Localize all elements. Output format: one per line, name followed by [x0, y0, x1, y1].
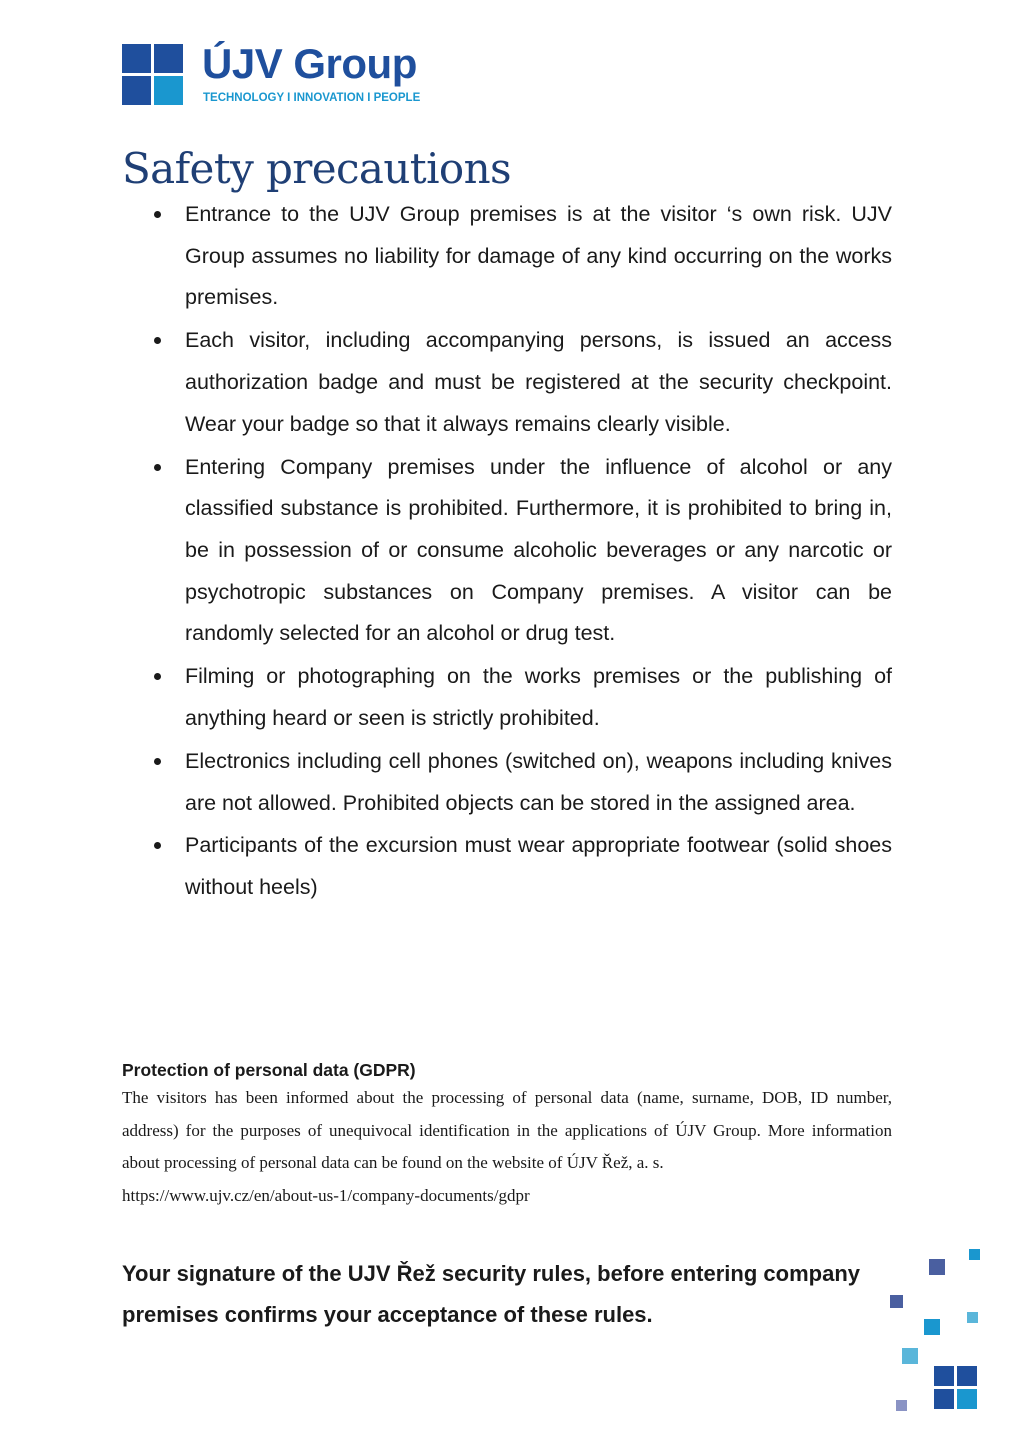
bullet-icon — [154, 758, 161, 765]
bullet-icon — [154, 464, 161, 471]
safety-rule — [154, 741, 892, 824]
gdpr-text: The visitors has been informed about the processing of personal data (name, surname, DOB, ID number, address) for the purposes of unequivocal identification in the applications of ÚJV Group. More information about processing of personal data can be found on the website of ÚJV Řež, a. s. — [122, 1088, 892, 1173]
decorative-squares-icon — [880, 1240, 990, 1420]
safety-rule-text: Electronics including cell phones (switched on), weapons including knives are not allowed. Prohibited objects can be stored in the assigned area. — [185, 748, 892, 815]
safety-rule-text: Entering Company premises under the influence of alcohol or any classified substance is prohibited. Furthermore, it is prohibited to bring in, be in possession of or consume alcoholic beverages or any narcotic or psychotropic substances on Company premises. A visitor can be randomly selected for an alcohol or drug test. — [185, 454, 892, 646]
bullet-icon — [154, 842, 161, 849]
ujv-logo-mark-icon — [122, 44, 184, 106]
safety-rule — [154, 194, 892, 319]
safety-rules-list — [154, 194, 892, 910]
gdpr-heading: Protection of personal data (GDPR) — [122, 1060, 416, 1080]
safety-rule-text: Entrance to the UJV Group premises is at the visitor ‘s own risk. UJV Group assumes no liability for damage of any kind occurring on the works premises. — [185, 202, 892, 310]
safety-rule — [154, 320, 892, 445]
logo-tagline: TECHNOLOGY I INNOVATION I PEOPLE — [203, 92, 421, 104]
safety-rule — [154, 656, 892, 739]
safety-rule-text: Each visitor, including accompanying persons, is issued an access authorization badge and must be registered at the security checkpoint. Wear your badge so that it always remains clearly visible. — [185, 328, 892, 436]
safety-rule — [154, 825, 892, 908]
signature-note: Your signature of the UJV Řež security rules, before entering company premises confirms your acceptance of these rules. — [122, 1261, 860, 1327]
safety-rule — [154, 447, 892, 656]
gdpr-section — [122, 1058, 892, 1212]
safety-rule-text: Participants of the excursion must wear appropriate footwear (solid shoes without heels) — [185, 833, 892, 900]
page-title: Safety precautions — [122, 144, 511, 193]
company-logo — [122, 42, 452, 108]
safety-rule-text: Filming or photographing on the works premises or the publishing of anything heard or seen is strictly prohibited. — [185, 664, 892, 730]
gdpr-link[interactable]: https://www.ujv.cz/en/about-us-1/company-documents/gdpr — [122, 1185, 530, 1205]
bullet-icon — [154, 673, 161, 680]
bullet-icon — [154, 211, 161, 218]
bullet-icon — [154, 337, 161, 344]
logo-name: ÚJV Group — [202, 40, 417, 87]
